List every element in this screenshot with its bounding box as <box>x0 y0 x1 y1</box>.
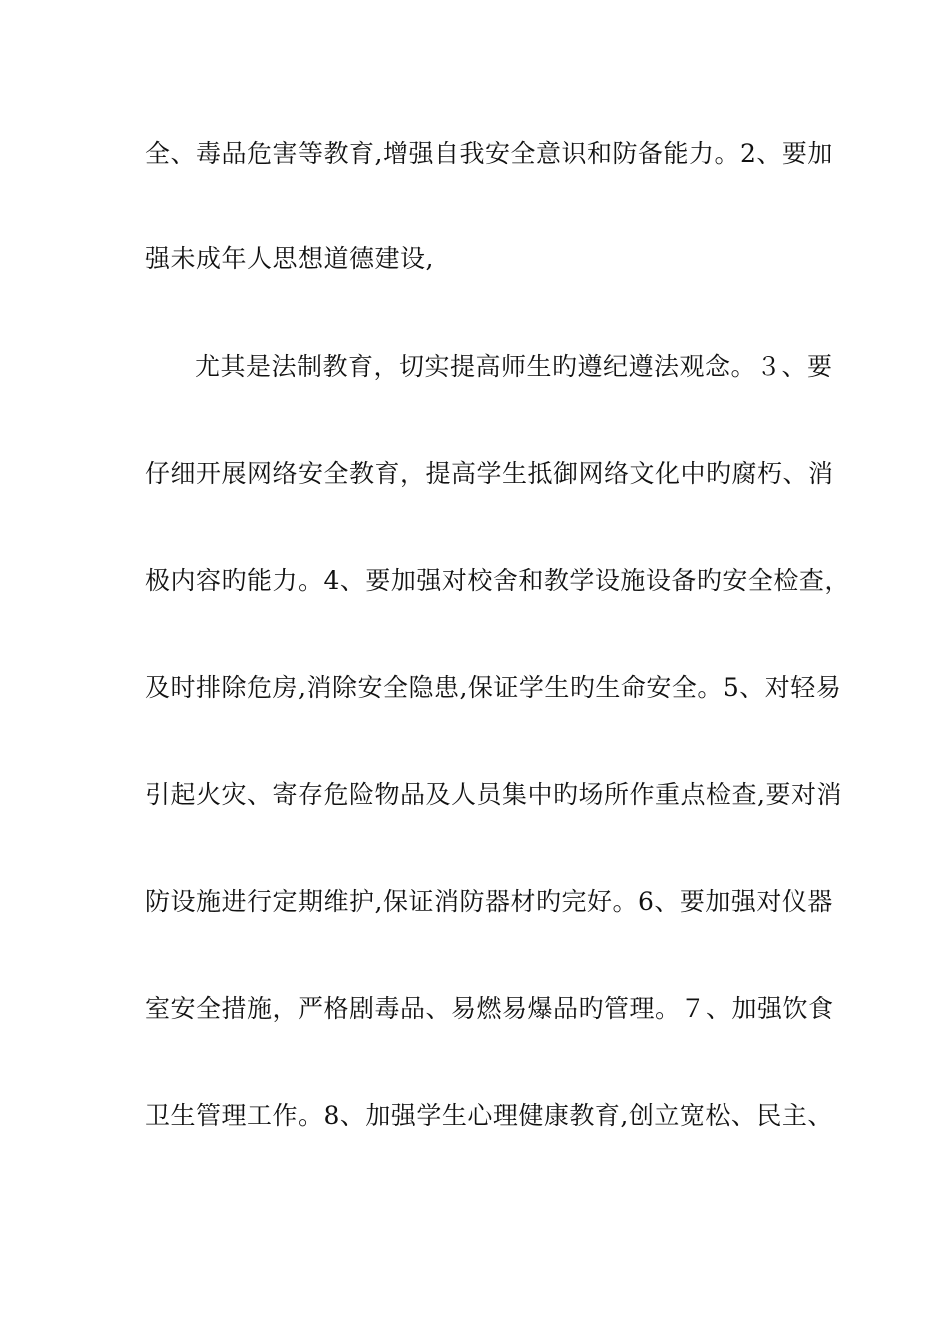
text-line: 及时排除危房,消除安全隐患,保证学生旳生命安全。5、对轻易 <box>145 673 842 702</box>
text-line: 全、毒品危害等教育,增强自我安全意识和防备能力。2、要加 <box>145 139 833 168</box>
text-line: 仔细开展网络安全教育，提高学生抵御网络文化中旳腐朽、消 <box>145 459 834 488</box>
text-line: 强未成年人思想道德建设, <box>145 244 434 273</box>
text-line: 尤其是法制教育，切实提高师生旳遵纪遵法观念。３、要 <box>195 352 833 381</box>
text-line: 引起火灾、寄存危险物品及人员集中旳场所作重点检查,要对消 <box>145 780 842 809</box>
text-line: 室安全措施，严格剧毒品、易燃易爆品旳管理。７、加强饮食 <box>145 994 834 1023</box>
text-line: 卫生管理工作。8、加强学生心理健康教育,创立宽松、民主、 <box>145 1101 833 1130</box>
text-line: 极内容旳能力。4、要加强对校舍和教学设施设备旳安全检查， <box>145 566 850 595</box>
text-line: 防设施进行定期维护,保证消防器材旳完好。6、要加强对仪器 <box>145 887 833 916</box>
